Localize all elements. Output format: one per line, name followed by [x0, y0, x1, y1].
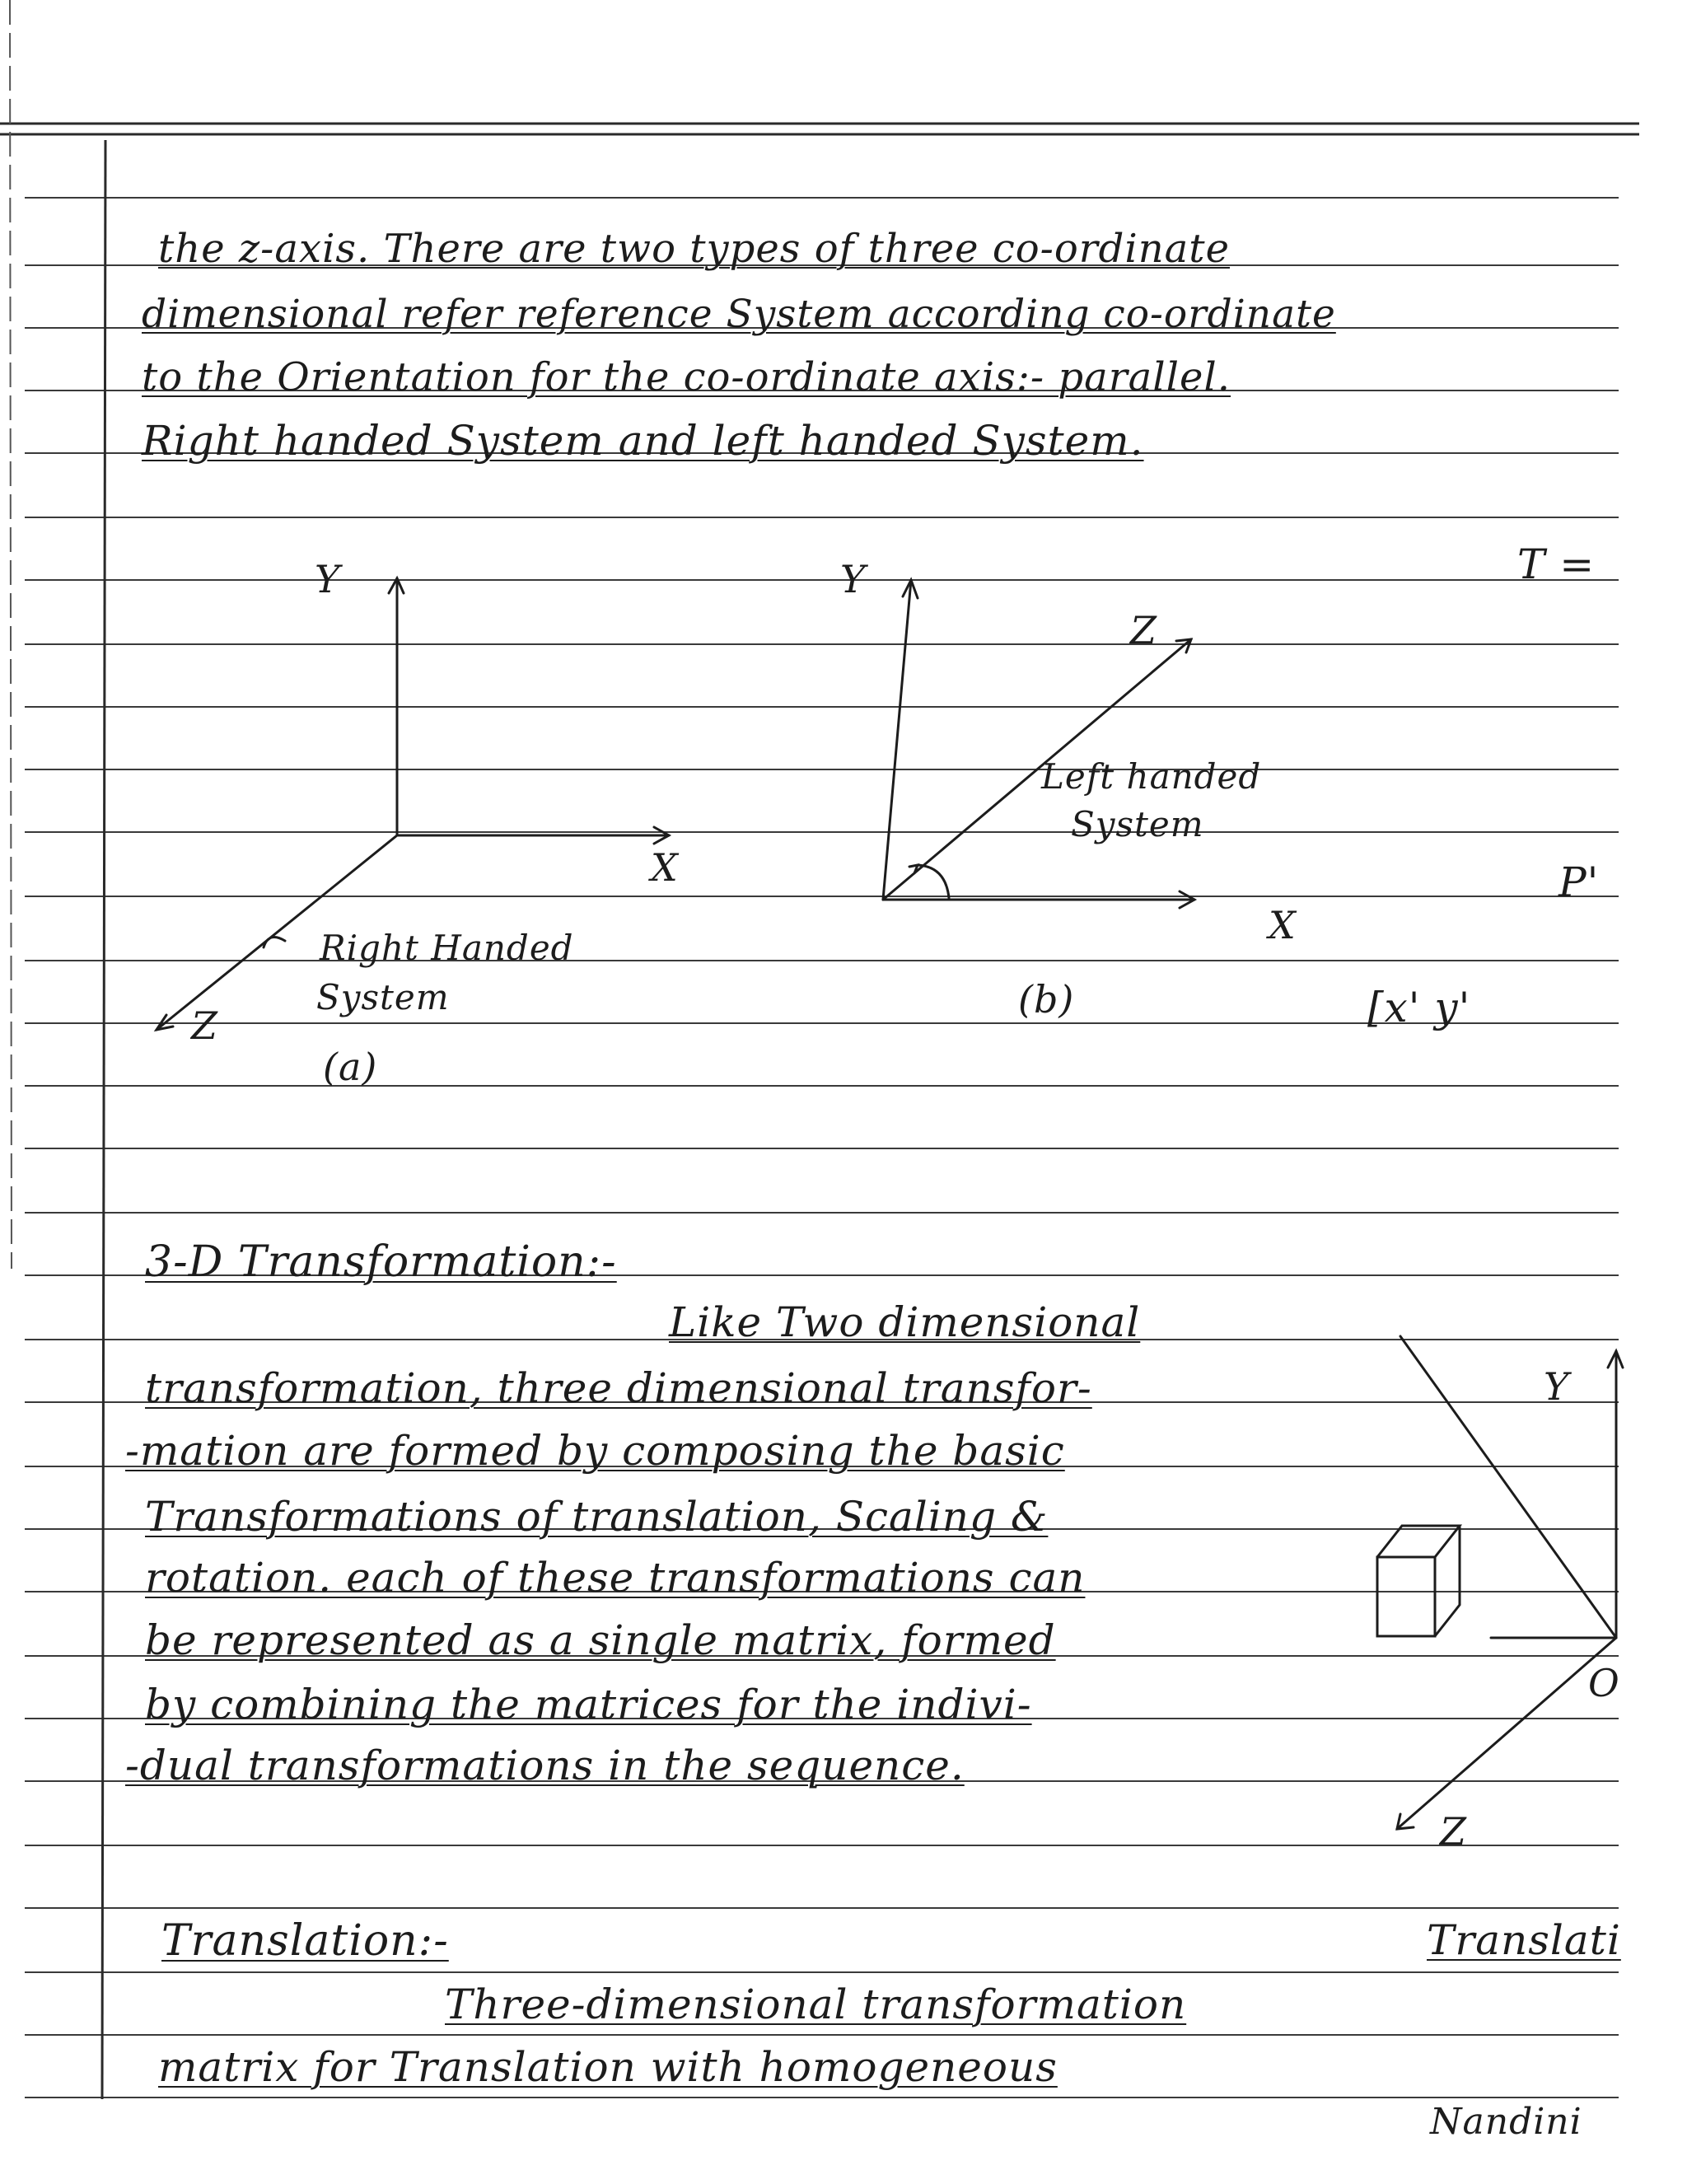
section-heading: 3-D Transformation:- [145, 1237, 617, 1287]
figure-a-y-label: Y [315, 557, 341, 601]
figure-b-x-label: X [1269, 903, 1297, 947]
paragraph2-line6: be represented as a single matrix, formed [145, 1616, 1056, 1664]
figure-a-tag: (a) [323, 1045, 378, 1089]
figure-b-z-label: Z [1130, 608, 1157, 652]
figure-c-z-label: Z [1440, 1809, 1467, 1854]
figure-c-origin-label: O [1588, 1661, 1620, 1705]
margin-note-translation: Translati [1427, 1916, 1621, 1964]
figure-b-tag: (b) [1018, 977, 1075, 1022]
translation-subheading: Translation:- [161, 1916, 449, 1966]
signature: Nandini [1430, 2101, 1582, 2143]
margin-note-t: T = [1517, 540, 1596, 588]
figure-c-axes [1367, 1335, 1647, 1862]
paragraph3-line2: matrix for Translation with homogeneous [158, 2043, 1058, 2091]
margin-note-p: P' [1558, 858, 1600, 906]
figure-a-x-label: X [651, 845, 679, 890]
paragraph1-line3: to the Orientation for the co-ordinate axis:- parallel. [142, 354, 1231, 400]
paragraph2-line3: -mation are formed by composing the basic [125, 1427, 1065, 1475]
paragraph1-line1: the z-axis. There are two types of three co-ordinate [158, 226, 1230, 272]
figure-b-y-label: Y [840, 557, 867, 601]
figure-a-z-label: Z [191, 1003, 218, 1048]
figure-b-caption-line1: Left handed [1041, 756, 1262, 797]
paragraph2-line5: rotation. each of these transformations can [145, 1554, 1086, 1602]
figure-b-caption-line2: System [1071, 804, 1204, 844]
paragraph1-line4: Right handed System and left handed System. [142, 417, 1144, 465]
figure-b-axes [857, 560, 1318, 923]
figure-c-y-label: Y [1544, 1364, 1570, 1409]
paragraph3-line1: Three-dimensional transformation [445, 1981, 1187, 2028]
paragraph2-line2: transformation, three dimensional transfor- [145, 1364, 1092, 1412]
paragraph2-line7: by combining the matrices for the indivi- [145, 1681, 1032, 1728]
figure-a-caption-line2: System [316, 977, 450, 1017]
figure-a-caption-line1: Right Handed [320, 928, 574, 968]
margin-note-bracket: [x' y' [1367, 984, 1471, 1031]
paragraph1-line2: dimensional refer reference System according co-ordinate [142, 292, 1336, 337]
paragraph2-line4: Transformations of translation, Scaling & [145, 1493, 1049, 1541]
paragraph2-line1: Like Two dimensional [669, 1298, 1141, 1346]
figure-a-axes [124, 557, 700, 1137]
paragraph2-line8: -dual transformations in the sequence. [125, 1742, 965, 1789]
